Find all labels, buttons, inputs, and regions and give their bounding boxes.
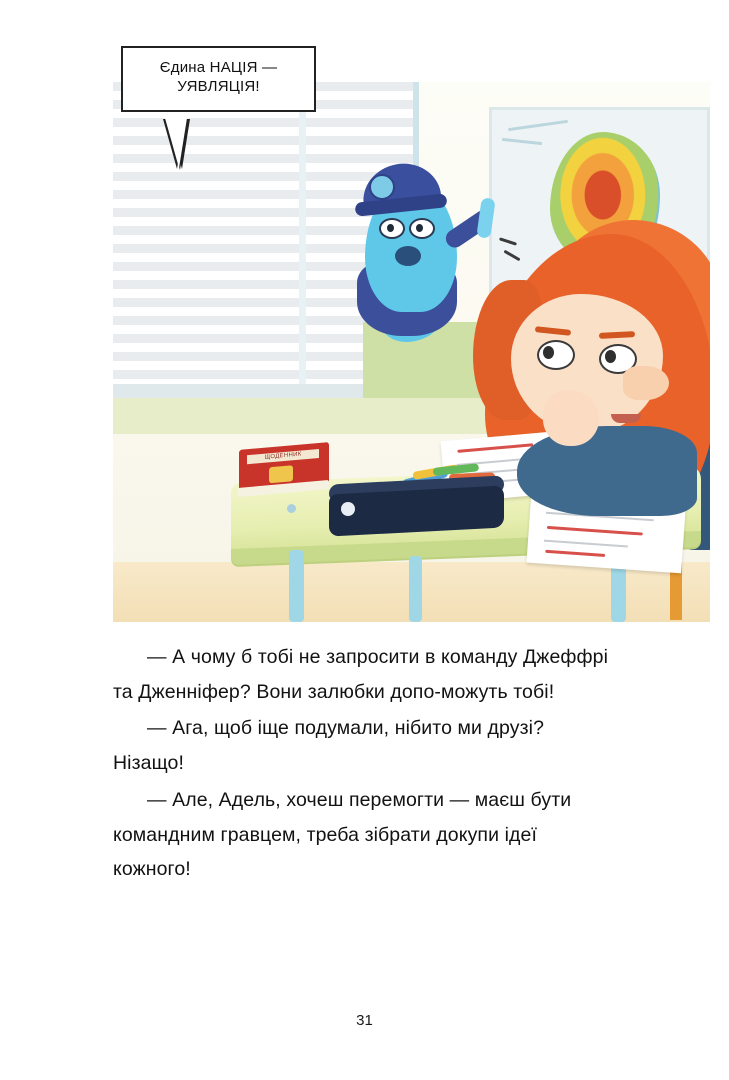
paper-scribble — [545, 550, 605, 557]
speech-bubble-tail — [165, 118, 187, 168]
pencil-case-zipper — [341, 502, 355, 516]
body-text — [113, 640, 618, 889]
girl-arm — [517, 426, 697, 516]
girl-pupil-right — [605, 350, 616, 363]
paper-scribble — [547, 526, 643, 536]
book-emblem — [269, 465, 293, 483]
ghost-hat-badge — [369, 174, 395, 200]
paragraph: — Ага, щоб іще подумали, нібито ми друзі? Нізащо! — [113, 717, 545, 775]
page-number: 31 — [356, 1012, 373, 1029]
paragraph: — А чому б тобі не запросити в команду Джеффрі та Дженніфер? Вони залюбки допо-можуть тобі! — [113, 646, 609, 703]
classroom-illustration — [113, 22, 710, 622]
poster-line — [508, 120, 568, 131]
paper-line — [544, 540, 628, 548]
window-frame — [299, 82, 306, 392]
desk-leg — [409, 556, 422, 622]
ghost-mouth — [395, 246, 421, 266]
desk-leg — [289, 550, 304, 622]
poster-line — [502, 138, 542, 145]
paper-scribble — [457, 443, 533, 453]
speech-bubble: Єдина НАЦІЯ — УЯВЛЯЦІЯ! — [121, 46, 316, 112]
ghost-pupil-right — [416, 224, 423, 232]
girl-nose — [623, 366, 669, 400]
book-label: ЩОДЕННИК — [247, 449, 319, 464]
desk-screw — [287, 504, 296, 513]
girl-mouth — [611, 414, 641, 423]
girl-hand — [543, 390, 599, 446]
ghost-pupil-left — [387, 224, 394, 232]
desk-leg — [611, 562, 626, 622]
girl-pupil-left — [543, 346, 554, 359]
paragraph: — Але, Адель, хочеш перемогти — маєш бути командним гравцем, треба зібрати докупи ідеї кожного! — [113, 788, 572, 881]
